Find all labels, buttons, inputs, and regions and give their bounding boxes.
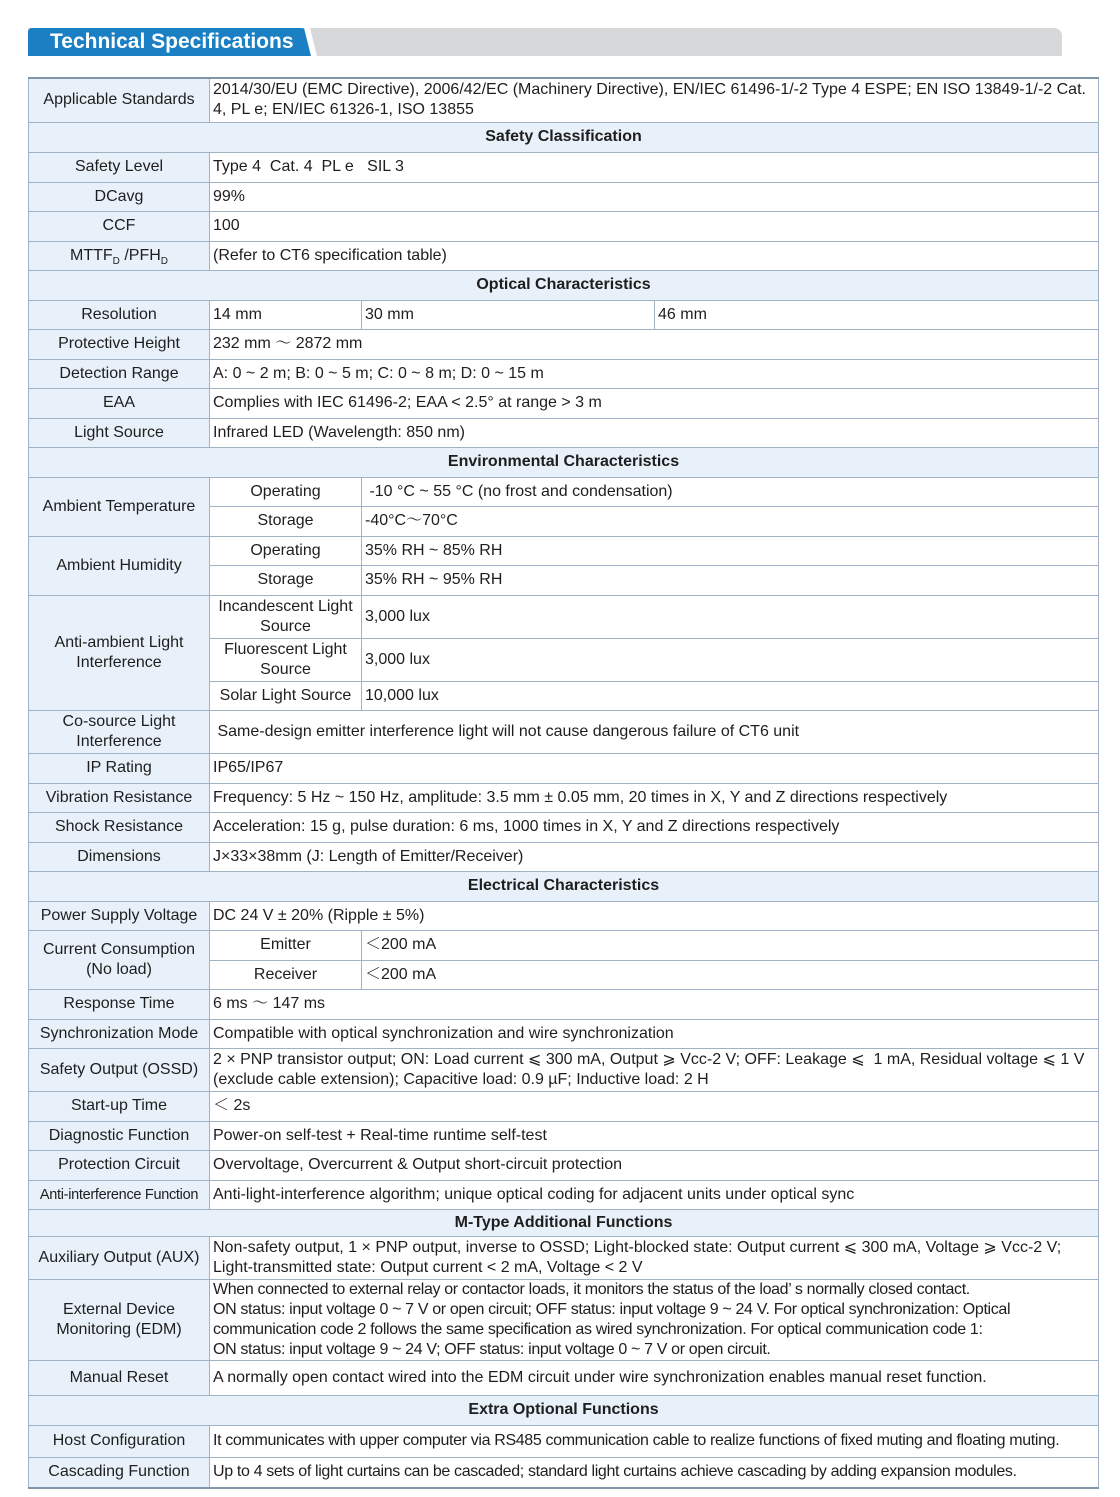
table-row [29,78,1099,122]
row-label: Anti-interference Function [29,1180,210,1209]
row-value: 232 mm ～ 2872 mm [210,329,1099,359]
row-value: A: 0 ~ 2 m; B: 0 ~ 5 m; C: 0 ~ 8 m; D: 0 ~ 15 m [210,359,1099,388]
row-value: Frequency: 5 Hz ~ 150 Hz, amplitude: 3.5 mm ± 0.05 mm, 20 times in X, Y and Z directions respectively [210,783,1099,812]
section-header-row [29,447,1099,477]
row-label: CCF [29,211,210,241]
row-label: Resolution [29,300,210,329]
row-label: Protective Height [29,329,210,359]
pfh-subscript: D [160,255,168,267]
table-row [29,211,1099,241]
row-value: J×33×38mm (J: Length of Emitter/Receiver) [210,842,1099,871]
row-label: Co-source Light Interference [29,710,210,753]
row-value: DC 24 V ± 20% (Ripple ± 5%) [210,901,1099,930]
row-value: It communicates with upper computer via RS485 communication cable to realize functions of fixed muting and floating muting. [210,1425,1099,1457]
table-row [29,418,1099,447]
row-label: Current Consumption (No load) [29,930,210,989]
row-value [210,1279,1099,1360]
row-value: Overvoltage, Overcurrent & Output short-circuit protection [210,1150,1099,1180]
edm-line: ON status: input voltage 0 ~ 7 V or open circuit; OFF status: input voltage 9 ~ 24 V. For optical synchronization: Optical communication code 2 follows the same specification as wired synchronization. For optical communication code 1: [213,1300,1011,1338]
row-value: Type 4 Cat. 4 PL e SIL 3 [210,152,1099,182]
section-header: Safety Classification [29,122,1099,152]
row-label: Host Configuration [29,1425,210,1457]
section-header: M-Type Additional Functions [29,1209,1099,1236]
pfh-label: /PFH [119,246,161,264]
table-row [29,1150,1099,1180]
section-header: Extra Optional Functions [29,1395,1099,1425]
row-label: Safety Level [29,152,210,182]
row-value: (Refer to CT6 specification table) [210,241,1099,270]
row-label: Protection Circuit [29,1150,210,1180]
sub-label: Fluorescent Light Source [210,638,362,681]
edm-line: ON status: input voltage 9 ~ 24 V; OFF status: input voltage 0 ~ 7 V or open circuit. [213,1340,771,1358]
row-label: Diagnostic Function [29,1121,210,1150]
row-label: Ambient Humidity [29,536,210,595]
sub-label: Operating [210,536,362,565]
row-value: 10,000 lux [362,681,1099,710]
row-value: ＜200 mA [362,930,1099,960]
row-label: Ambient Temperature [29,477,210,536]
row-value: 3,000 lux [362,638,1099,681]
row-label: EAA [29,388,210,418]
table-row [29,1360,1099,1395]
row-value: A normally open contact wired into the EDM circuit under wire synchronization enables manual reset function. [210,1360,1099,1395]
sub-label: Storage [210,565,362,595]
row-value: 99% [210,182,1099,211]
row-value: Power-on self-test + Real-time runtime self-test [210,1121,1099,1150]
table-row [29,1048,1099,1091]
row-label: Response Time [29,989,210,1019]
row-value: ＜ 2s [210,1091,1099,1121]
table-row [29,1236,1099,1279]
table-row [29,1279,1099,1360]
mttf-label: MTTF [69,246,113,264]
row-label: DCavg [29,182,210,211]
row-label: Applicable Standards [29,78,210,122]
row-value: -40°C～70°C [362,506,1099,536]
edm-line: When connected to external relay or contactor loads, it monitors the status of the load’ s normally closed contact. [213,1280,970,1298]
row-label [29,241,210,270]
row-label: Anti-ambient Light Interference [29,595,210,710]
row-value: ＜200 mA [362,960,1099,989]
table-row [29,753,1099,783]
row-value: Up to 4 sets of light curtains can be cascaded; standard light curtains achieve cascading by adding expansion modules. [210,1457,1099,1488]
table-row [29,1019,1099,1048]
table-row [29,1457,1099,1488]
table-row [29,595,1099,638]
row-value: Complies with IEC 61496-2; EAA < 2.5° at range > 3 m [210,388,1099,418]
table-row [29,1425,1099,1457]
table-row [29,300,1099,329]
sub-label: Receiver [210,960,362,989]
row-value: 3,000 lux [362,595,1099,638]
table-row [29,359,1099,388]
page-title: Technical Specifications [50,30,294,53]
table-row [29,710,1099,753]
table-row [29,477,1099,506]
sub-label: Solar Light Source [210,681,362,710]
row-label: Start-up Time [29,1091,210,1121]
table-row [29,241,1099,270]
row-value: IP65/IP67 [210,753,1099,783]
row-label: Synchronization Mode [29,1019,210,1048]
row-value: 30 mm [362,300,655,329]
sub-label: Emitter [210,930,362,960]
row-label: Manual Reset [29,1360,210,1395]
row-value: 6 ms ～ 147 ms [210,989,1099,1019]
row-value: 46 mm [655,300,1099,329]
section-header-row [29,270,1099,300]
row-value: 100 [210,211,1099,241]
table-row [29,388,1099,418]
section-header: Electrical Characteristics [29,871,1099,901]
row-value: 2014/30/EU (EMC Directive), 2006/42/EC (Machinery Directive), EN/IEC 61496-1/-2 Type 4 ESPE; EN ISO 13849-1/-2 Cat. 4, PL e; EN/IEC 61326-1, ISO 13855 [210,78,1099,122]
table-row [29,536,1099,565]
row-label: Auxiliary Output (AUX) [29,1236,210,1279]
row-value: -10 °C ~ 55 °C (no frost and condensation) [362,477,1099,506]
section-header-row [29,122,1099,152]
section-header-row [29,871,1099,901]
table-row [29,783,1099,812]
row-label: Power Supply Voltage [29,901,210,930]
row-value: 2 × PNP transistor output; ON: Load current ⩽ 300 mA, Output ⩾ Vcc-2 V; OFF: Leakage ⩽ 1 mA, Residual voltage ⩽ 1 V (exclude cable extension); Capacitive load: 0.9 µF; Inductive load: 2 H [210,1048,1099,1091]
row-label: Vibration Resistance [29,783,210,812]
row-label: Light Source [29,418,210,447]
row-value: 35% RH ~ 95% RH [362,565,1099,595]
row-value: 14 mm [210,300,362,329]
row-label: Detection Range [29,359,210,388]
mttf-subscript: D [112,255,120,267]
section-header-row [29,1395,1099,1425]
row-label: Safety Output (OSSD) [29,1048,210,1091]
table-row [29,901,1099,930]
section-header: Environmental Characteristics [29,447,1099,477]
sub-label: Storage [210,506,362,536]
table-row [29,930,1099,960]
row-value: Non-safety output, 1 × PNP output, inverse to OSSD; Light-blocked state: Output current ⩽ 300 mA, Voltage ⩾ Vcc-2 V; Light-transmitted state: Output current < 2 mA, Voltage < 2 V [210,1236,1099,1279]
table-row [29,812,1099,842]
row-value: Infrared LED (Wavelength: 850 nm) [210,418,1099,447]
table-row [29,329,1099,359]
table-row [29,182,1099,211]
table-row [29,152,1099,182]
sub-label: Operating [210,477,362,506]
table-row [29,1091,1099,1121]
table-row [29,842,1099,871]
row-value: Anti-light-interference algorithm; unique optical coding for adjacent units under optical sync [210,1180,1099,1209]
row-label: External Device Monitoring (EDM) [29,1279,210,1360]
table-row [29,1180,1099,1209]
row-label: Cascading Function [29,1457,210,1488]
row-value: Acceleration: 15 g, pulse duration: 6 ms, 1000 times in X, Y and Z directions respectively [210,812,1099,842]
row-label: Shock Resistance [29,812,210,842]
sub-label: Incandescent Light Source [210,595,362,638]
row-value: Same-design emitter interference light will not cause dangerous failure of CT6 unit [210,710,1099,753]
section-header-row [29,1209,1099,1236]
row-label: IP Rating [29,753,210,783]
section-header: Optical Characteristics [29,270,1099,300]
specifications-table [28,77,1099,1489]
table-row [29,989,1099,1019]
row-value: Compatible with optical synchronization and wire synchronization [210,1019,1099,1048]
row-label: Dimensions [29,842,210,871]
row-value: 35% RH ~ 85% RH [362,536,1099,565]
table-row [29,1121,1099,1150]
